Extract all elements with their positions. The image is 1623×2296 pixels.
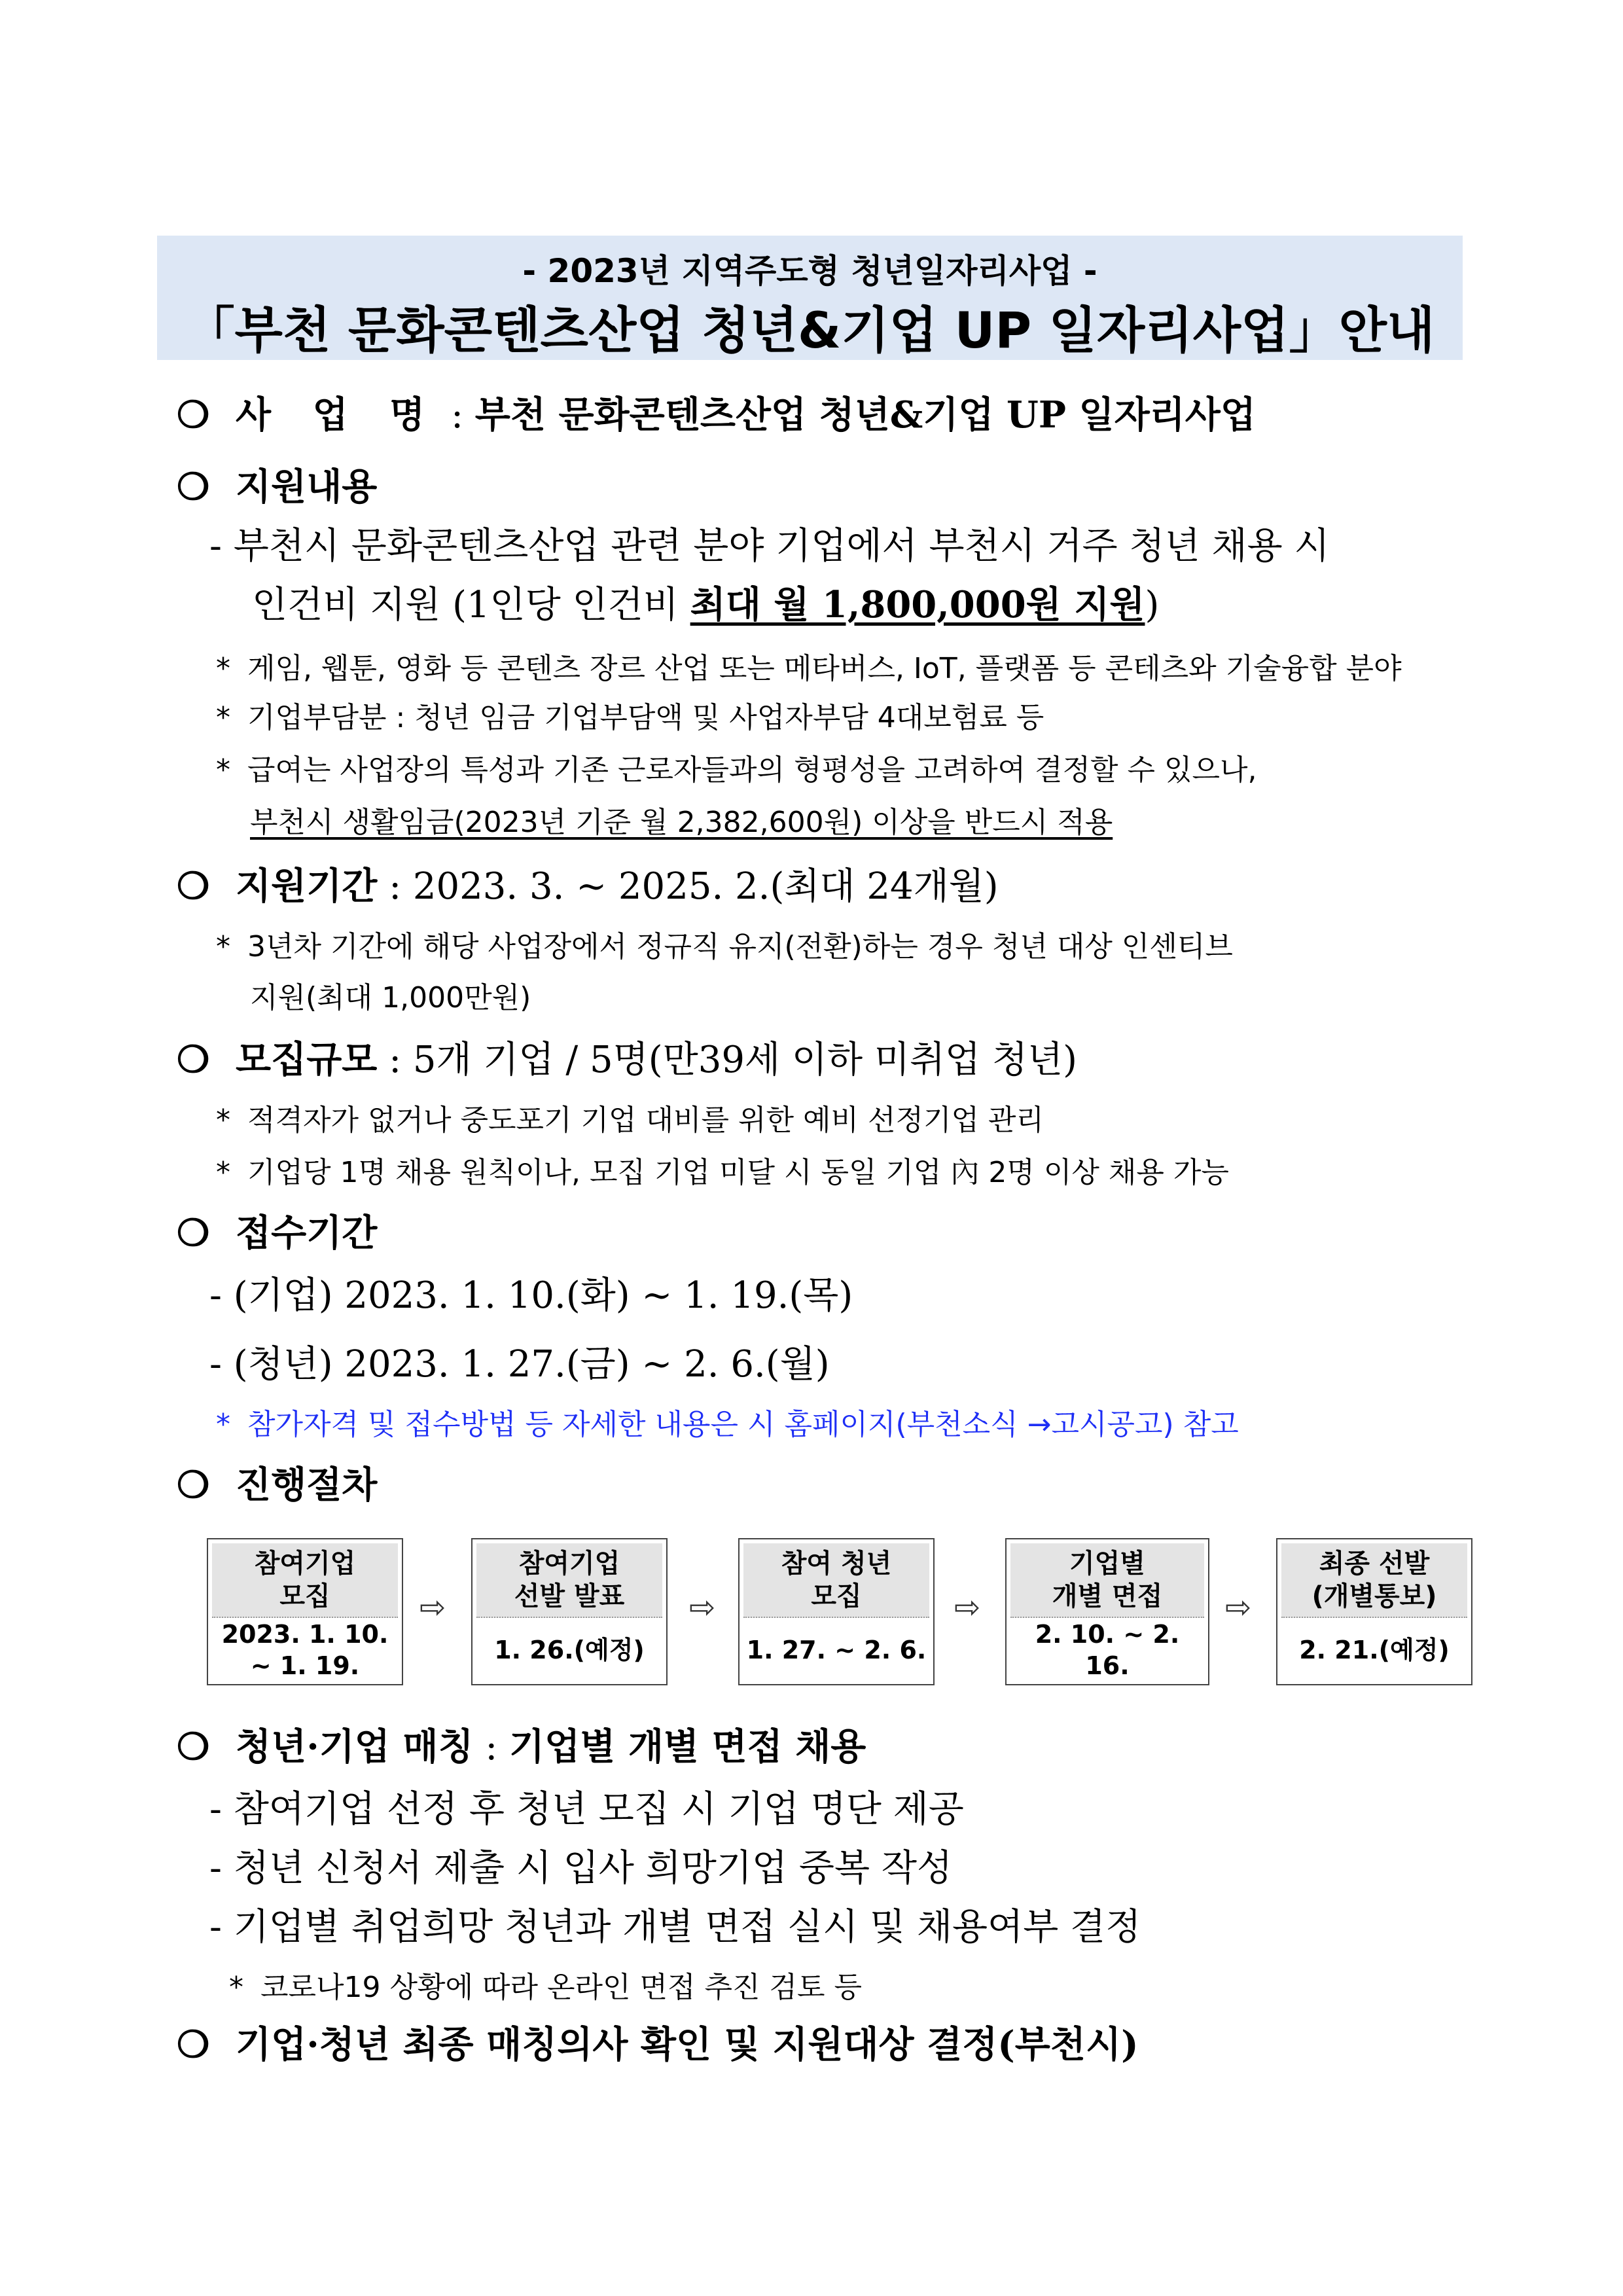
section-label: 청년·기업 매칭	[236, 1725, 474, 1768]
procedure-flow	[207, 1538, 1476, 1689]
section-label: 사 업 명	[236, 393, 440, 437]
flow-step-5	[1276, 1538, 1472, 1685]
flow-step-date: 2. 21.(예정)	[1299, 1635, 1450, 1664]
support-amount: 최대 월 1,800,000원 지원	[690, 583, 1145, 626]
section-matching: ❍ 청년·기업 매칭 : 기업별 개별 면접 채용	[177, 1725, 866, 1768]
flow-step-4	[1005, 1538, 1209, 1685]
matching-note-1: * 코로나19 상황에 따라 온라인 면접 추진 검토 등	[229, 1971, 862, 2004]
section-bullet: ❍	[177, 465, 210, 509]
section-bullet: ❍	[177, 393, 210, 437]
support-note-2: * 기업부담분 : 청년 임금 기업부담액 및 사업자부담 4대보험료 등	[216, 701, 1044, 734]
receipt-company: - (기업) 2023. 1. 10.(화) ~ 1. 19.(목)	[209, 1274, 853, 1317]
section-business-name: ❍ 사 업 명 : 부천 문화콘텐츠산업 청년&기업 UP 일자리사업	[177, 393, 1256, 437]
header-subtitle: - 2023년 지역주도형 청년일자리사업 -	[522, 252, 1097, 290]
section-bullet: ❍	[177, 865, 210, 908]
receipt-youth: - (청년) 2023. 1. 27.(금) ~ 2. 6.(월)	[209, 1343, 830, 1386]
scale-note-1: * 적격자가 없거나 중도포기 기업 대비를 위한 예비 선정기업 관리	[216, 1103, 1044, 1137]
period-note-1: * 3년차 기간에 해당 사업장에서 정규직 유지(전환)하는 경우 청년 대상 인센티브	[216, 930, 1233, 963]
section-support	[177, 458, 377, 511]
support-note-1: * 게임, 웹툰, 영화 등 콘텐츠 장르 산업 또는 메타버스, IoT, 플랫폼 등 콘테츠와 기술융합 분야	[216, 652, 1402, 685]
section-value: 2023. 3. ~ 2025. 2.(최대 24개월)	[412, 865, 999, 908]
section-label: 기업·청년 최종 매칭의사 확인 및 지원대상 결정(부천시)	[236, 2023, 1139, 2066]
flow-step-title: 최종 선발 (개별통보)	[1281, 1543, 1467, 1618]
period-note-1-cont: 지원(최대 1,000만원)	[250, 981, 531, 1014]
header-banner	[157, 236, 1463, 360]
matching-line-3: - 기업별 취업희망 청년과 개별 면접 실시 및 채용여부 결정	[209, 1906, 1141, 1948]
section-procedure	[177, 1456, 377, 1509]
flow-step-date: 2. 10. ~ 2. 16.	[1035, 1619, 1180, 1680]
section-value: 기업별 개별 면접 채용	[509, 1725, 866, 1768]
matching-line-1: - 참여기업 선정 후 청년 모집 시 기업 명단 제공	[209, 1788, 964, 1831]
section-value: 5개 기업 / 5명(만39세 이하 미취업 청년)	[412, 1039, 1077, 1081]
flow-step-title: 참여 청년 모집	[743, 1543, 929, 1618]
flow-step-date: 2023. 1. 10. ~ 1. 19.	[221, 1619, 389, 1680]
support-line-2: 인건비 지원 (1인당 인건비 최대 월 1,800,000원 지원)	[252, 583, 1160, 626]
section-bullet: ❍	[177, 1038, 210, 1081]
section-label: 모집규모	[236, 1038, 378, 1081]
section-bullet: ❍	[177, 2023, 210, 2066]
section-bullet: ❍	[177, 1463, 210, 1507]
section-final	[177, 2016, 1139, 2068]
section-label: 접수기간	[236, 1211, 378, 1255]
flow-step-1	[207, 1538, 403, 1685]
section-bullet: ❍	[177, 1725, 210, 1768]
receipt-note-1: * 참가자격 및 접수방법 등 자세한 내용은 시 홈페이지(부천소식 →고시공고) 참고	[216, 1408, 1239, 1441]
section-bullet: ❍	[177, 1211, 210, 1255]
flow-step-title: 참여기업 선발 발표	[476, 1543, 662, 1618]
flow-arrow-icon: ⇨	[689, 1589, 716, 1626]
flow-step-date: 1. 27. ~ 2. 6.	[746, 1635, 927, 1664]
section-value: 부천 문화콘텐츠산업 청년&기업 UP 일자리사업	[474, 393, 1256, 437]
flow-step-title: 기업별 개별 면접	[1010, 1543, 1204, 1618]
flow-arrow-icon: ⇨	[419, 1589, 446, 1626]
scale-note-2: * 기업당 1명 채용 원칙이나, 모집 기업 미달 시 동일 기업 內 2명 이상 채용 가능	[216, 1156, 1229, 1189]
section-label: 지원기간	[236, 865, 378, 908]
flow-step-3	[738, 1538, 935, 1685]
support-line-1: - 부천시 문화콘텐츠산업 관련 분야 기업에서 부천시 거주 청년 채용 시	[209, 525, 1330, 567]
section-label: 지원내용	[236, 465, 378, 509]
header-title: 「부천 문화콘텐츠산업 청년&기업 UP 일자리사업」안내	[185, 301, 1435, 359]
section-scale: ❍ 모집규모 : 5개 기업 / 5명(만39세 이하 미취업 청년)	[177, 1038, 1077, 1081]
matching-line-2: - 청년 신청서 제출 시 입사 희망기업 중복 작성	[209, 1847, 953, 1890]
support-note-3-cont: 부천시 생활임금(2023년 기준 월 2,382,600원) 이상을 반드시 적용	[250, 806, 1113, 839]
support-note-3: * 급여는 사업장의 특성과 기존 근로자들과의 형평성을 고려하여 결정할 수 있으나,	[216, 753, 1257, 787]
flow-step-2	[471, 1538, 668, 1685]
flow-arrow-icon: ⇨	[954, 1589, 981, 1626]
section-label: 진행절차	[236, 1463, 378, 1507]
flow-arrow-icon: ⇨	[1225, 1589, 1252, 1626]
flow-step-date: 1. 26.(예정)	[494, 1635, 645, 1664]
flow-step-title: 참여기업 모집	[212, 1543, 398, 1618]
section-period: ❍ 지원기간 : 2023. 3. ~ 2025. 2.(최대 24개월)	[177, 865, 999, 908]
section-receipt	[177, 1204, 377, 1257]
